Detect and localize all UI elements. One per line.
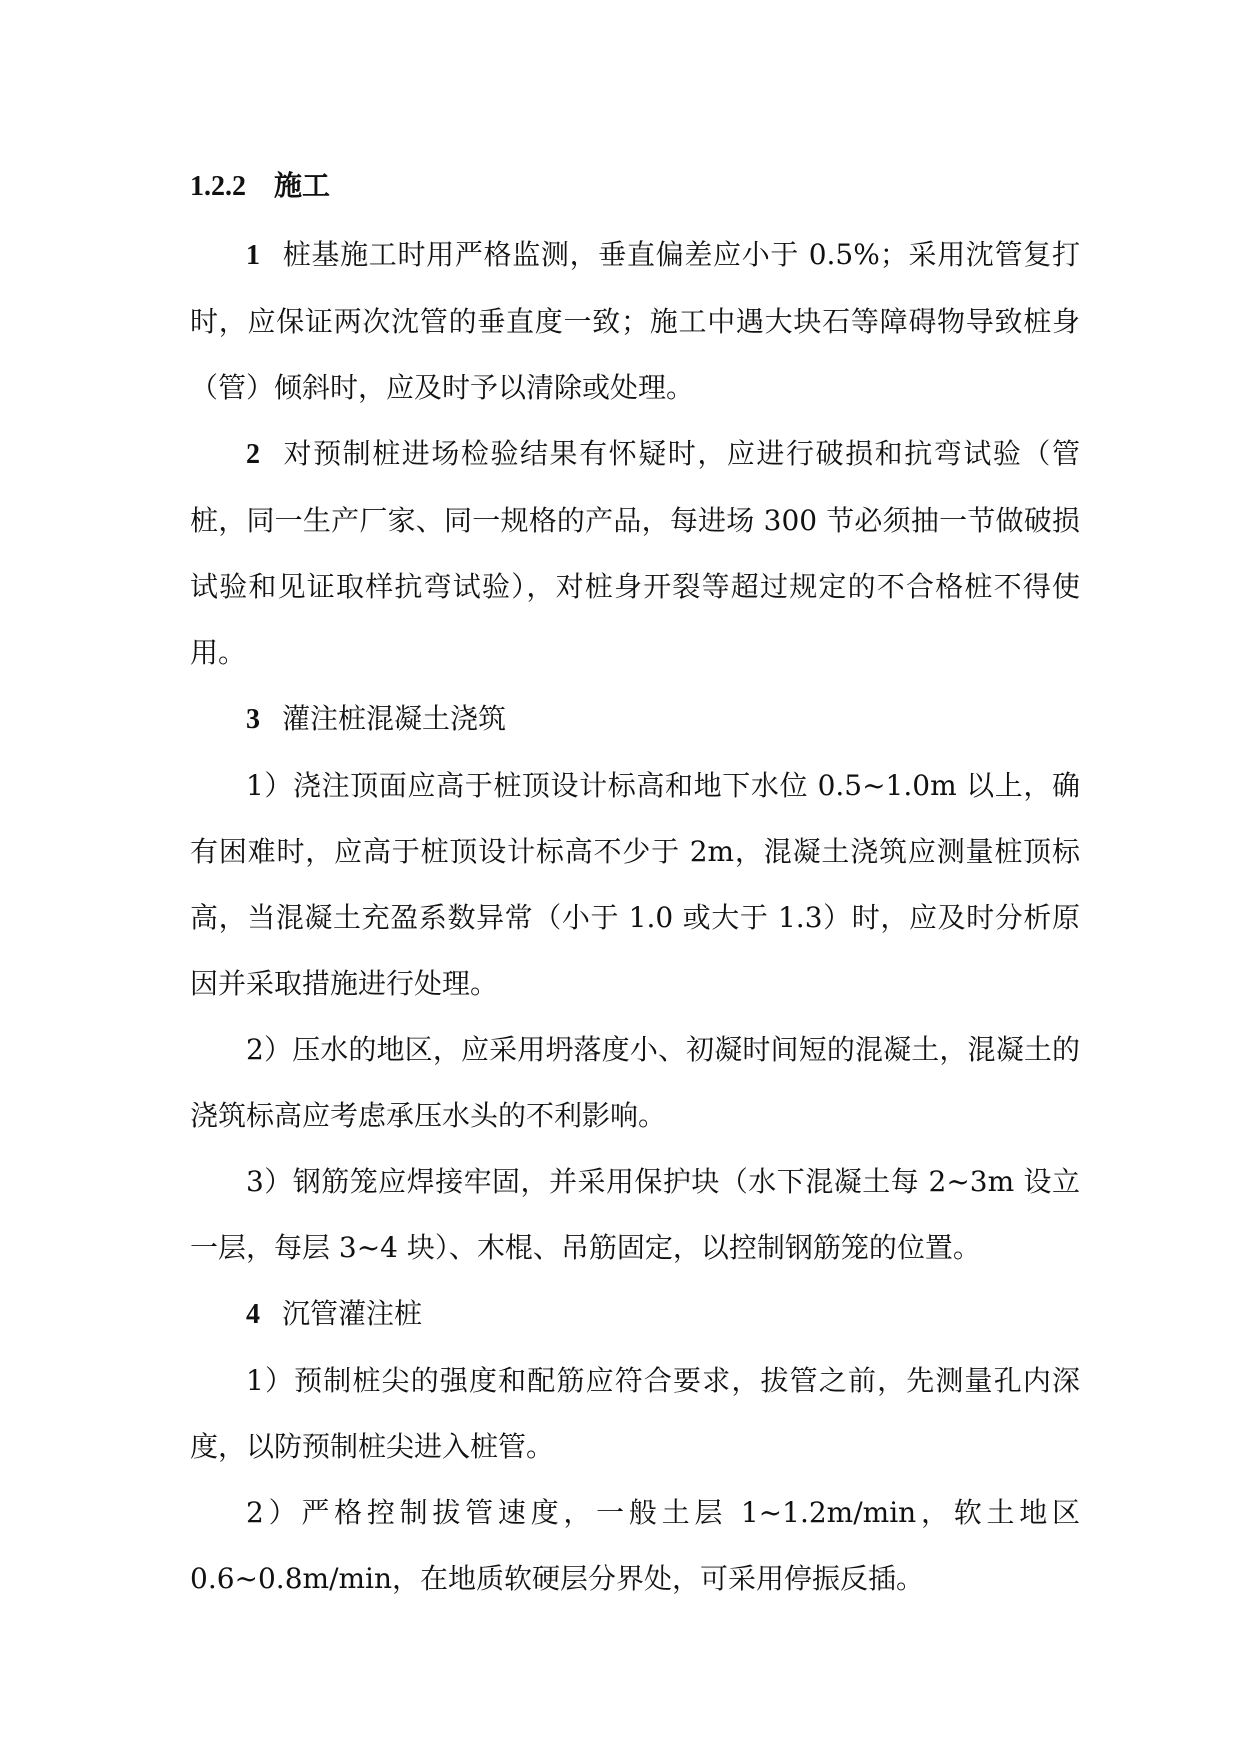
- item-3-sub-2: 2）压水的地区，应采用坍落度小、初凝时间短的混凝土，混凝土的浇筑标高应考虑承压水头的不利影响。: [190, 1033, 1080, 1132]
- item-1: [190, 222, 1080, 421]
- section-title: 施工: [274, 169, 331, 202]
- item-text: 桩基施工时用严格监测，垂直偏差应小于 0.5%；采用沈管复打时，应保证两次沈管的垂直度一致；施工中遇大块石等障碍物导致桩身（管）倾斜时，应及时予以清除或处理。: [190, 238, 1080, 404]
- item-4-heading: [190, 1281, 1080, 1348]
- item-number: 1: [246, 240, 260, 271]
- item-number: 4: [246, 1299, 260, 1330]
- item-3-sub-1: 1）浇注顶面应高于桩顶设计标高和地下水位 0.5~1.0m 以上，确有困难时，应高于桩顶设计标高不少于 2m，混凝土浇筑应测量桩顶标高，当混凝土充盈系数异常（小于 1.0 或大于 1.3）时，应及时分析原因并采取措施进行处理。: [190, 769, 1080, 1000]
- item-4-sub-2: 2）严格控制拔管速度，一般土层 1~1.2m/min，软土地区 0.6~0.8m/min，在地质软硬层分界处，可采用停振反插。: [190, 1496, 1080, 1595]
- document-page: [190, 158, 1080, 1612]
- item-text: 对预制桩进场检验结果有怀疑时，应进行破损和抗弯试验（管桩，同一生产厂家、同一规格的产品，每进场 300 节必须抽一节做破损试验和见证取样抗弯试验），对桩身开裂等超过规定的不合格桩不得使用。: [190, 437, 1080, 669]
- item-number: 2: [246, 439, 260, 470]
- section-heading: [190, 158, 1080, 214]
- section-number: 1.2.2: [190, 171, 246, 202]
- item-2: [190, 421, 1080, 686]
- item-3-sub-3: 3）钢筋笼应焊接牢固，并采用保护块（水下混凝土每 2~3m 设立一层，每层 3~4 块）、木棍、吊筋固定，以控制钢筋笼的位置。: [190, 1165, 1080, 1264]
- item-4-sub-1: 1）预制桩尖的强度和配筋应符合要求，拔管之前，先测量孔内深度，以防预制桩尖进入桩管。: [190, 1364, 1080, 1463]
- item-3-heading: [190, 686, 1080, 753]
- item-text: 灌注桩混凝土浇筑: [282, 702, 507, 735]
- item-number: 3: [246, 704, 260, 735]
- item-text: 沉管灌注桩: [282, 1297, 423, 1330]
